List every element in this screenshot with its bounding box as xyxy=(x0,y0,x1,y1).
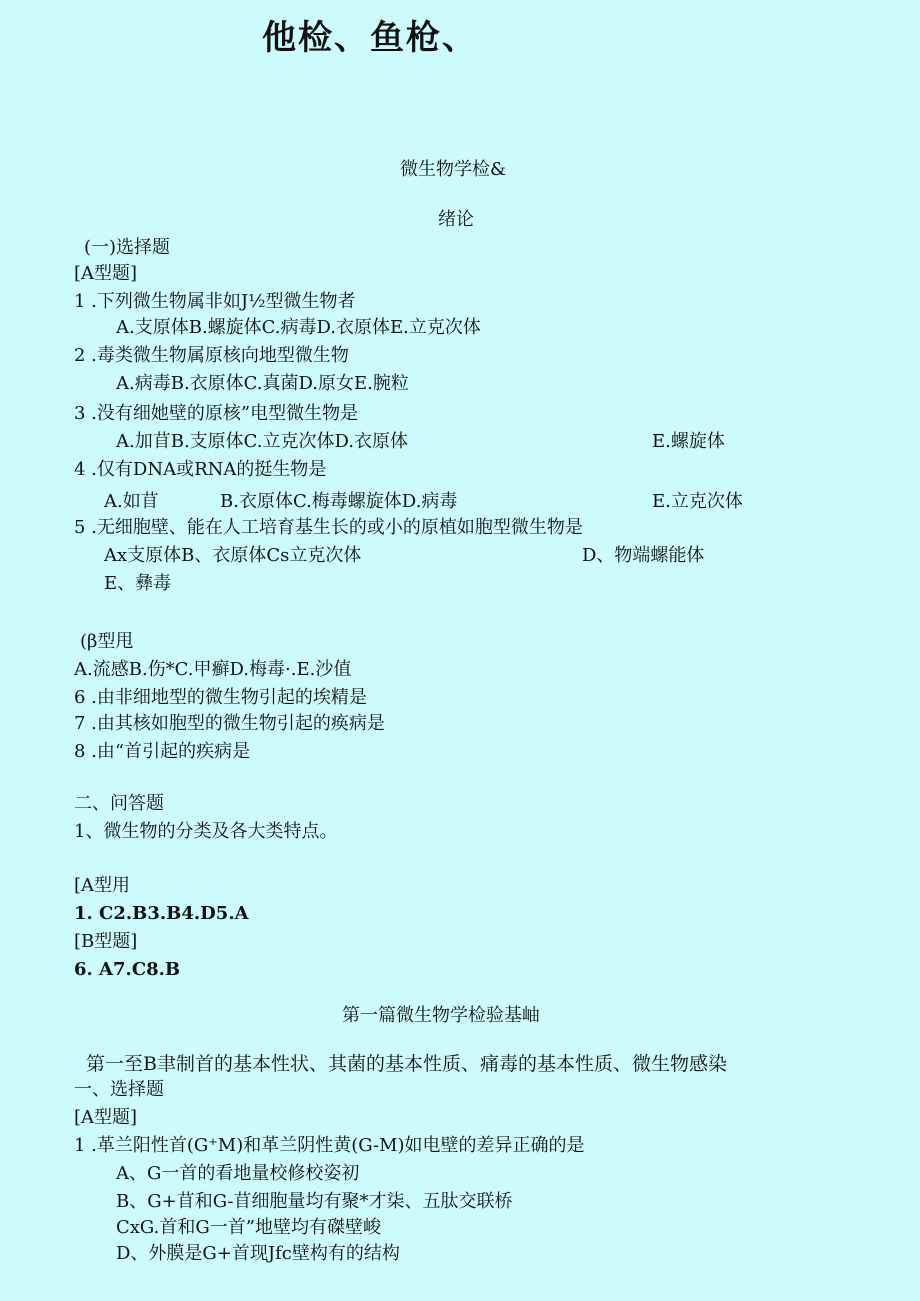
answer-b-heading: [B型题] xyxy=(74,931,138,952)
chapter-question-1-option-b: B、G+苜和G-苜细胞量均有聚*才柒、五肽交联桥 xyxy=(116,1191,513,1212)
chapter1-title: 第一至B聿制首的基本性状、其菌的基本性质、痛毒的基本性质、微生物感染 xyxy=(86,1053,727,1075)
question-2-options: A.病毒B.衣原体C.真菌D.原女E.腕粒 xyxy=(116,373,409,394)
question-5-option-e: E、彝毒 xyxy=(104,573,172,594)
question-7: 7 .由其核如胞型的微生物引起的痪病是 xyxy=(74,713,385,734)
question-2: 2 .毒类微生物属原核向地型微生物 xyxy=(74,345,349,366)
answer-a-key: 1. C2.B3.B4.D5.A xyxy=(74,903,249,924)
main-title: 他检、鱼枪、 xyxy=(262,18,478,58)
b-type-options: A.流感B.伤*C.甲癣D.梅毒·.E.沙值 xyxy=(74,659,352,680)
question-4-option-a: A.如苜 xyxy=(104,491,159,512)
answer-b-key: 6. A7.C8.B xyxy=(74,959,181,980)
chapter-question-1-option-d: D、外膜是G+首现Jfc壁构有的结构 xyxy=(116,1243,400,1264)
question-6: 6 .由非细地型的微生物引起的埃精是 xyxy=(74,687,367,708)
question-3: 3 .没有细她壁的原核”电型微生物是 xyxy=(74,403,359,424)
question-3-options: A.加苜B.支原体C.立克次体D.衣原体 xyxy=(116,431,409,452)
chapter-question-1-option-c: CxG.首和G一首”地壁均有磔壁峻 xyxy=(116,1217,381,1238)
question-3-option-e: E.螺旋体 xyxy=(652,431,725,452)
question-4: 4 .仅有DNA或RNA的挺生物是 xyxy=(74,459,327,480)
question-5: 5 .无细胞壁、能在人工培育基生长的或小的原植如胞型微生物是 xyxy=(74,517,583,538)
chapter-question-1-option-a: A、G一首的看地量校修校姿初 xyxy=(116,1163,360,1184)
question-1: 1 .下列微生物属非如J½型微生物者 xyxy=(74,291,356,312)
subtitle: 微生物学检& xyxy=(400,159,507,180)
question-4-option-e: E.立克次体 xyxy=(652,491,743,512)
chapter-section1-heading: 一、选择题 xyxy=(74,1079,164,1100)
section2-heading: 二、问答题 xyxy=(74,793,164,814)
b-type-heading: (β型甩 xyxy=(80,631,134,652)
question-1-options: A.支原体B.螺旋体C.病毒D.衣原体E.立克次体 xyxy=(116,317,481,338)
chapter-a-type-heading: [A型题] xyxy=(74,1107,138,1128)
section1-heading: (一)选择题 xyxy=(84,237,171,258)
intro-heading: 绪论 xyxy=(438,209,474,230)
question-4-options: B.衣原体C.梅毒螺旋体D.病毒 xyxy=(220,491,458,512)
essay-question-1: 1、微生物的分类及各大类特点。 xyxy=(74,821,338,842)
question-8: 8 .由“首引起的疾病是 xyxy=(74,741,251,762)
chapter-question-1: 1 .革兰阳性首(G⁺M)和革兰阴性黄(G-M)如电壁的差异正确的是 xyxy=(74,1135,585,1156)
a-type-heading: [A型题] xyxy=(74,263,138,284)
part1-title: 第一篇微生物学检验基岫 xyxy=(342,1005,540,1026)
question-5-options: Ax支原体B、衣原体Cs立克次体 xyxy=(104,545,362,566)
answer-a-heading: [A型用 xyxy=(74,875,131,896)
question-5-option-d: D、物端螺能体 xyxy=(582,545,705,566)
